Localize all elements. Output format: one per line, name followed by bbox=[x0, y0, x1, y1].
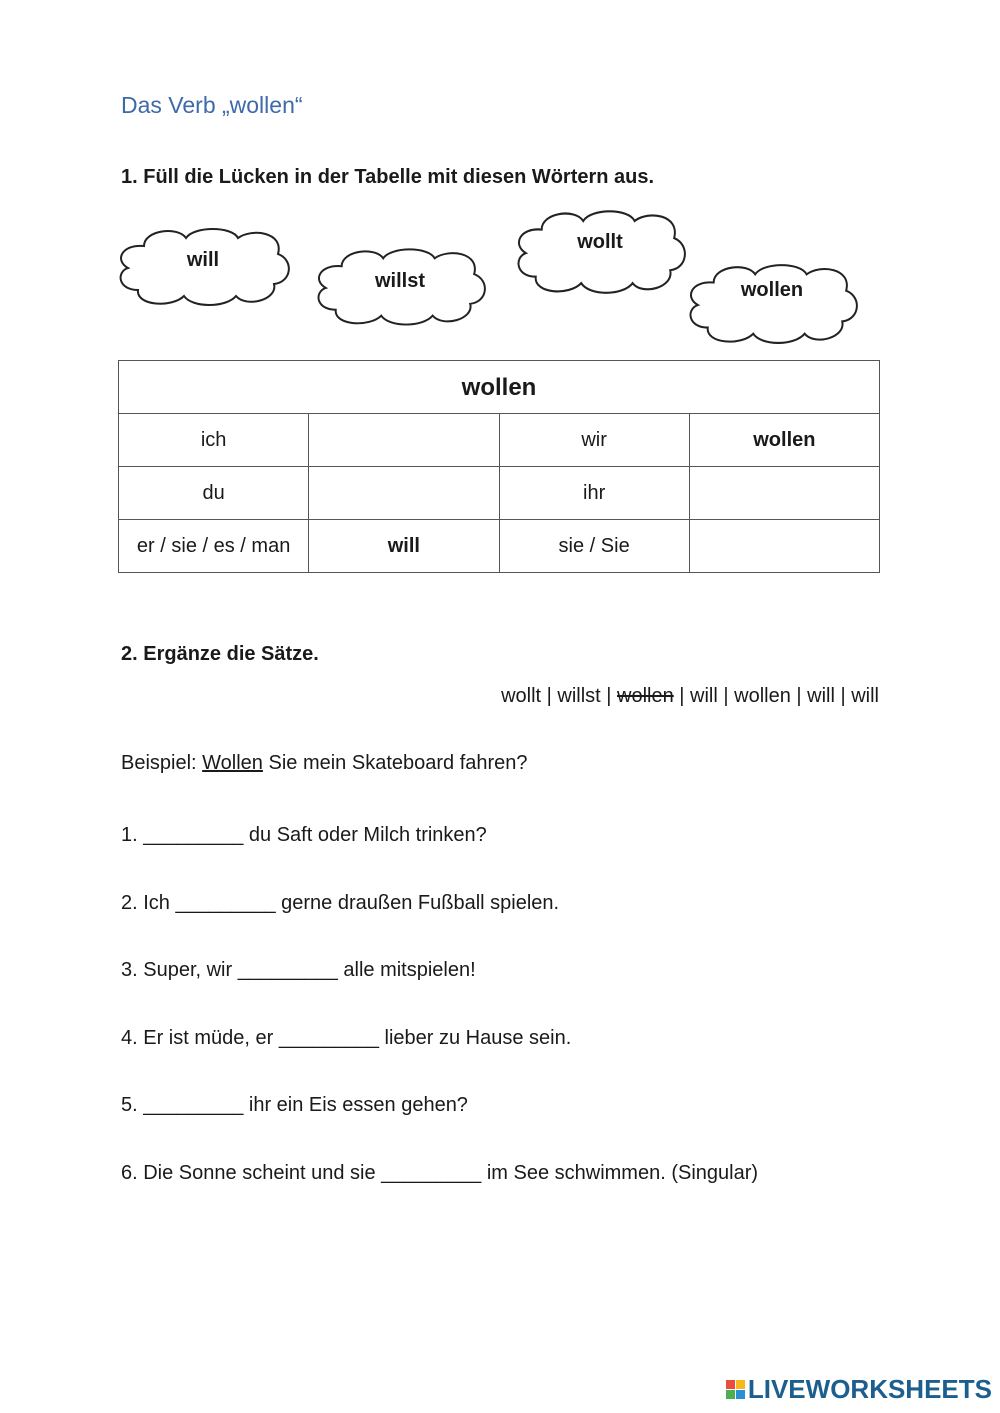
word-bank-struck-word: wollen bbox=[617, 685, 674, 707]
table-row bbox=[119, 467, 880, 520]
answer-cell[interactable] bbox=[309, 467, 499, 520]
sentence-1[interactable]: 1. _________ du Saft oder Milch trinken? bbox=[121, 824, 487, 846]
cloud-will bbox=[114, 224, 292, 308]
sentence-4[interactable]: 4. Er ist müde, er _________ lieber zu Hause sein. bbox=[121, 1027, 572, 1049]
answer-cell[interactable] bbox=[689, 467, 879, 520]
word-bank-start: wollt | willst | bbox=[501, 685, 618, 707]
logo-square bbox=[726, 1390, 735, 1399]
cloud-willst bbox=[312, 244, 488, 328]
cloud-word: willst bbox=[374, 270, 425, 292]
cloud-word: wollen bbox=[740, 279, 804, 301]
brand-text: LIVEWORKSHEETS bbox=[747, 1374, 992, 1404]
sentence-5[interactable]: 5. _________ ihr ein Eis essen gehen? bbox=[121, 1094, 468, 1116]
liveworksheets-logo-icon bbox=[726, 1380, 745, 1399]
page-title: Das Verb „wollen“ bbox=[121, 92, 303, 118]
example-answer: Wollen bbox=[202, 752, 263, 774]
sentence-6[interactable]: 6. Die Sonne scheint und sie _________ im See schwimmen. (Singular) bbox=[121, 1162, 759, 1184]
table-row bbox=[119, 520, 880, 573]
pronoun-cell: ihr bbox=[499, 467, 689, 520]
sentence-3[interactable]: 3. Super, wir _________ alle mitspielen! bbox=[121, 959, 476, 981]
example-sentence bbox=[121, 752, 528, 775]
word-bank bbox=[501, 685, 879, 708]
answer-cell: wollen bbox=[689, 414, 879, 467]
logo-square bbox=[736, 1390, 745, 1399]
pronoun-cell: ich bbox=[119, 414, 309, 467]
word-bank-end: | will | wollen | will | will bbox=[673, 685, 879, 707]
cloud-wollt bbox=[512, 206, 688, 296]
table-header: wollen bbox=[119, 361, 880, 414]
pronoun-cell: wir bbox=[499, 414, 689, 467]
conjugation-table bbox=[118, 360, 880, 573]
example-prefix: Beispiel: bbox=[121, 752, 203, 774]
cloud-wollen bbox=[684, 260, 860, 346]
table-header-row bbox=[119, 361, 880, 414]
logo-square bbox=[726, 1380, 735, 1389]
cloud-word: will bbox=[186, 249, 220, 271]
table-row bbox=[119, 414, 880, 467]
example-rest: Sie mein Skateboard fahren? bbox=[262, 752, 528, 774]
pronoun-cell: er / sie / es / man bbox=[119, 520, 309, 573]
answer-cell[interactable] bbox=[309, 414, 499, 467]
logo-square bbox=[736, 1380, 745, 1389]
answer-cell[interactable] bbox=[689, 520, 879, 573]
task2-heading: 2. Ergänze die Sätze. bbox=[121, 643, 319, 665]
task1-heading: 1. Füll die Lücken in der Tabelle mit diesen Wörtern aus. bbox=[121, 166, 655, 188]
sentence-2[interactable]: 2. Ich _________ gerne draußen Fußball spielen. bbox=[121, 892, 560, 914]
cloud-shape bbox=[684, 260, 860, 346]
liveworksheets-branding bbox=[726, 1374, 992, 1405]
pronoun-cell: sie / Sie bbox=[499, 520, 689, 573]
pronoun-cell: du bbox=[119, 467, 309, 520]
cloud-word: wollt bbox=[577, 231, 623, 253]
answer-cell: will bbox=[309, 520, 499, 573]
